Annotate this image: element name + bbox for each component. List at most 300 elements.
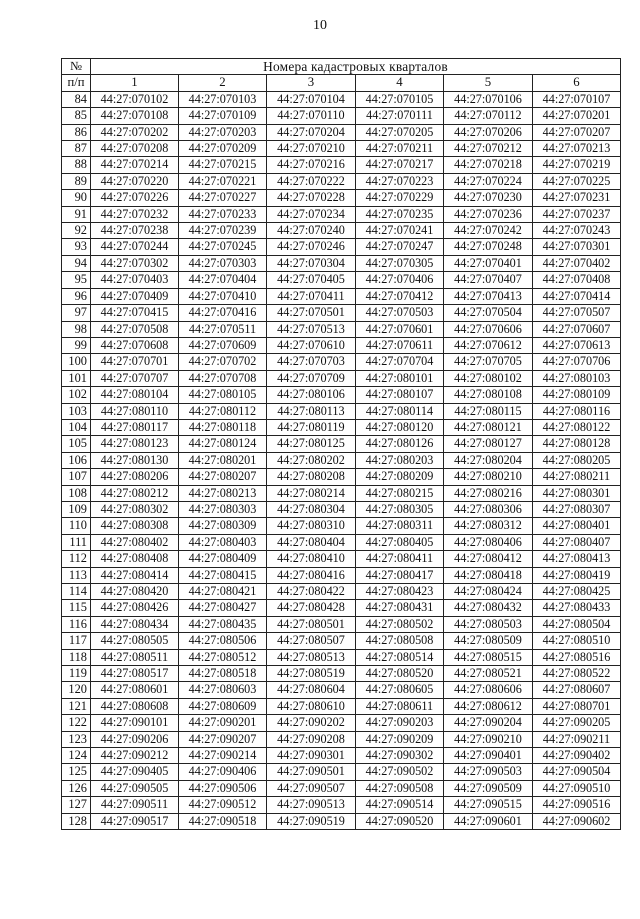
column-number: 1: [91, 75, 179, 91]
table-row: [62, 469, 621, 485]
cadastral-number-cell: 44:27:090513: [267, 797, 356, 813]
cadastral-number-cell: 44:27:070401: [444, 255, 533, 271]
cadastral-number-cell: 44:27:070228: [267, 190, 356, 206]
table-row: [62, 748, 621, 764]
cadastral-number-cell: 44:27:080407: [533, 534, 621, 550]
cadastral-number-cell: 44:27:080108: [444, 387, 533, 403]
cadastral-number-cell: 44:27:070208: [91, 141, 179, 157]
cadastral-number-cell: 44:27:070409: [91, 288, 179, 304]
cadastral-number-cell: 44:27:070503: [356, 305, 444, 321]
cadastral-number-cell: 44:27:080204: [444, 452, 533, 468]
column-number: 5: [444, 75, 533, 91]
cadastral-number-cell: 44:27:070305: [356, 255, 444, 271]
cadastral-number-cell: 44:27:070403: [91, 272, 179, 288]
row-number: 103: [62, 403, 91, 419]
cadastral-number-cell: 44:27:080303: [179, 501, 267, 517]
row-number: 127: [62, 797, 91, 813]
cadastral-number-cell: 44:27:070237: [533, 206, 621, 222]
row-number: 90: [62, 190, 91, 206]
cadastral-number-cell: 44:27:080214: [267, 485, 356, 501]
cadastral-number-cell: 44:27:070413: [444, 288, 533, 304]
cadastral-number-cell: 44:27:090520: [356, 813, 444, 829]
cadastral-number-cell: 44:27:080127: [444, 436, 533, 452]
cadastral-number-cell: 44:27:070301: [533, 239, 621, 255]
table-row: [62, 239, 621, 255]
row-number: 88: [62, 157, 91, 173]
cadastral-number-cell: 44:27:070402: [533, 255, 621, 271]
cadastral-number-cell: 44:27:070102: [91, 91, 179, 107]
cadastral-number-cell: 44:27:080411: [356, 551, 444, 567]
header-row-index-label: п/п: [62, 75, 91, 91]
table-row: [62, 354, 621, 370]
cadastral-number-cell: 44:27:070222: [267, 173, 356, 189]
cadastral-number-cell: 44:27:080508: [356, 633, 444, 649]
cadastral-number-cell: 44:27:070709: [267, 370, 356, 386]
table-row: [62, 567, 621, 583]
cadastral-number-cell: 44:27:090508: [356, 780, 444, 796]
cadastral-number-cell: 44:27:070236: [444, 206, 533, 222]
table-row: [62, 370, 621, 386]
cadastral-number-cell: 44:27:080201: [179, 452, 267, 468]
cadastral-number-cell: 44:27:080510: [533, 633, 621, 649]
cadastral-number-cell: 44:27:070103: [179, 91, 267, 107]
table-row: [62, 91, 621, 107]
cadastral-number-cell: 44:27:070702: [179, 354, 267, 370]
row-number: 84: [62, 91, 91, 107]
cadastral-number-cell: 44:27:070706: [533, 354, 621, 370]
column-number: 2: [179, 75, 267, 91]
cadastral-number-cell: 44:27:090204: [444, 715, 533, 731]
cadastral-number-cell: 44:27:090503: [444, 764, 533, 780]
cadastral-number-cell: 44:27:070411: [267, 288, 356, 304]
column-number: 3: [267, 75, 356, 91]
cadastral-number-cell: 44:27:080116: [533, 403, 621, 419]
cadastral-number-cell: 44:27:080302: [91, 501, 179, 517]
table-row: [62, 157, 621, 173]
cadastral-number-cell: 44:27:070610: [267, 337, 356, 353]
cadastral-number-cell: 44:27:080210: [444, 469, 533, 485]
row-number: 120: [62, 682, 91, 698]
table-row: [62, 764, 621, 780]
cadastral-number-cell: 44:27:080423: [356, 584, 444, 600]
row-number: 124: [62, 748, 91, 764]
cadastral-number-cell: 44:27:070201: [533, 108, 621, 124]
cadastral-number-cell: 44:27:080509: [444, 633, 533, 649]
cadastral-number-cell: 44:27:080117: [91, 419, 179, 435]
cadastral-number-cell: 44:27:080420: [91, 584, 179, 600]
table-header: [62, 59, 621, 92]
cadastral-number-cell: 44:27:080414: [91, 567, 179, 583]
cadastral-number-cell: 44:27:080408: [91, 551, 179, 567]
table-row: [62, 715, 621, 731]
cadastral-number-cell: 44:27:070220: [91, 173, 179, 189]
cadastral-number-cell: 44:27:070708: [179, 370, 267, 386]
cadastral-number-cell: 44:27:070248: [444, 239, 533, 255]
cadastral-number-cell: 44:27:070205: [356, 124, 444, 140]
cadastral-number-cell: 44:27:070203: [179, 124, 267, 140]
cadastral-number-cell: 44:27:070217: [356, 157, 444, 173]
cadastral-number-cell: 44:27:070501: [267, 305, 356, 321]
cadastral-number-cell: 44:27:080612: [444, 698, 533, 714]
row-number: 111: [62, 534, 91, 550]
cadastral-number-cell: 44:27:080419: [533, 567, 621, 583]
cadastral-number-cell: 44:27:070508: [91, 321, 179, 337]
cadastral-number-cell: 44:27:070207: [533, 124, 621, 140]
column-number: 4: [356, 75, 444, 91]
row-number: 115: [62, 600, 91, 616]
cadastral-number-cell: 44:27:090205: [533, 715, 621, 731]
cadastral-number-cell: 44:27:090516: [533, 797, 621, 813]
cadastral-number-cell: 44:27:080425: [533, 584, 621, 600]
row-number: 95: [62, 272, 91, 288]
cadastral-number-cell: 44:27:070216: [267, 157, 356, 173]
cadastral-number-cell: 44:27:070705: [444, 354, 533, 370]
cadastral-number-cell: 44:27:070227: [179, 190, 267, 206]
cadastral-number-cell: 44:27:080130: [91, 452, 179, 468]
cadastral-number-cell: 44:27:080206: [91, 469, 179, 485]
table-row: [62, 731, 621, 747]
table-row: [62, 600, 621, 616]
cadastral-number-cell: 44:27:080517: [91, 666, 179, 682]
table-row: [62, 272, 621, 288]
cadastral-number-cell: 44:27:090406: [179, 764, 267, 780]
cadastral-number-cell: 44:27:090502: [356, 764, 444, 780]
cadastral-number-cell: 44:27:080603: [179, 682, 267, 698]
cadastral-number-cell: 44:27:070415: [91, 305, 179, 321]
cadastral-number-cell: 44:27:070214: [91, 157, 179, 173]
cadastral-number-cell: 44:27:080610: [267, 698, 356, 714]
cadastral-number-cell: 44:27:070111: [356, 108, 444, 124]
cadastral-number-cell: 44:27:080101: [356, 370, 444, 386]
cadastral-number-cell: 44:27:070109: [179, 108, 267, 124]
cadastral-number-cell: 44:27:080102: [444, 370, 533, 386]
cadastral-number-cell: 44:27:080434: [91, 616, 179, 632]
row-number: 123: [62, 731, 91, 747]
cadastral-number-cell: 44:27:070243: [533, 223, 621, 239]
cadastral-number-cell: 44:27:080122: [533, 419, 621, 435]
cadastral-number-cell: 44:27:090512: [179, 797, 267, 813]
table-row: [62, 518, 621, 534]
table-row: [62, 813, 621, 829]
cadastral-number-cell: 44:27:080504: [533, 616, 621, 632]
row-number: 85: [62, 108, 91, 124]
cadastral-number-cell: 44:27:070511: [179, 321, 267, 337]
cadastral-number-cell: 44:27:070404: [179, 272, 267, 288]
cadastral-number-cell: 44:27:080701: [533, 698, 621, 714]
row-number: 121: [62, 698, 91, 714]
row-number: 99: [62, 337, 91, 353]
cadastral-number-cell: 44:27:080123: [91, 436, 179, 452]
row-number: 98: [62, 321, 91, 337]
page-number: 10: [313, 18, 327, 33]
row-number: 114: [62, 584, 91, 600]
table-row: [62, 485, 621, 501]
table-row: [62, 616, 621, 632]
cadastral-number-cell: 44:27:080432: [444, 600, 533, 616]
cadastral-number-cell: 44:27:080301: [533, 485, 621, 501]
cadastral-number-cell: 44:27:080110: [91, 403, 179, 419]
cadastral-number-cell: 44:27:070105: [356, 91, 444, 107]
cadastral-number-cell: 44:27:070701: [91, 354, 179, 370]
cadastral-number-cell: 44:27:080311: [356, 518, 444, 534]
table-body: [62, 91, 621, 829]
cadastral-number-cell: 44:27:070108: [91, 108, 179, 124]
cadastral-number-cell: 44:27:090302: [356, 748, 444, 764]
cadastral-number-cell: 44:27:070106: [444, 91, 533, 107]
table-row: [62, 780, 621, 796]
table-row: [62, 452, 621, 468]
header-row-title: [62, 59, 621, 75]
cadastral-number-cell: 44:27:090602: [533, 813, 621, 829]
row-number: 105: [62, 436, 91, 452]
cadastral-number-cell: 44:27:070110: [267, 108, 356, 124]
cadastral-number-cell: 44:27:080418: [444, 567, 533, 583]
cadastral-number-cell: 44:27:080103: [533, 370, 621, 386]
cadastral-quarters-table: [61, 58, 621, 830]
cadastral-number-cell: 44:27:070240: [267, 223, 356, 239]
cadastral-number-cell: 44:27:080205: [533, 452, 621, 468]
cadastral-number-cell: 44:27:070241: [356, 223, 444, 239]
table-row: [62, 797, 621, 813]
cadastral-number-cell: 44:27:090207: [179, 731, 267, 747]
cadastral-number-cell: 44:27:070233: [179, 206, 267, 222]
cadastral-number-cell: 44:27:080121: [444, 419, 533, 435]
cadastral-number-cell: 44:27:080601: [91, 682, 179, 698]
cadastral-number-cell: 44:27:090507: [267, 780, 356, 796]
cadastral-number-cell: 44:27:070407: [444, 272, 533, 288]
cadastral-number-cell: 44:27:090208: [267, 731, 356, 747]
table-row: [62, 255, 621, 271]
cadastral-number-cell: 44:27:080607: [533, 682, 621, 698]
row-number: 89: [62, 173, 91, 189]
cadastral-number-cell: 44:27:080502: [356, 616, 444, 632]
cadastral-number-cell: 44:27:070513: [267, 321, 356, 337]
cadastral-number-cell: 44:27:080307: [533, 501, 621, 517]
cadastral-number-cell: 44:27:070416: [179, 305, 267, 321]
cadastral-number-cell: 44:27:080513: [267, 649, 356, 665]
cadastral-number-cell: 44:27:080519: [267, 666, 356, 682]
row-number: 91: [62, 206, 91, 222]
table-row: [62, 288, 621, 304]
cadastral-number-cell: 44:27:090519: [267, 813, 356, 829]
cadastral-number-cell: 44:27:080435: [179, 616, 267, 632]
cadastral-number-cell: 44:27:070242: [444, 223, 533, 239]
row-number: 86: [62, 124, 91, 140]
table-row: [62, 649, 621, 665]
row-number: 108: [62, 485, 91, 501]
cadastral-number-cell: 44:27:070244: [91, 239, 179, 255]
cadastral-number-cell: 44:27:090202: [267, 715, 356, 731]
cadastral-number-cell: 44:27:070209: [179, 141, 267, 157]
cadastral-number-cell: 44:27:070704: [356, 354, 444, 370]
cadastral-number-cell: 44:27:080428: [267, 600, 356, 616]
cadastral-number-cell: 44:27:080424: [444, 584, 533, 600]
cadastral-number-cell: 44:27:070245: [179, 239, 267, 255]
cadastral-number-cell: 44:27:090211: [533, 731, 621, 747]
cadastral-number-cell: 44:27:080216: [444, 485, 533, 501]
table-row: [62, 403, 621, 419]
cadastral-number-cell: 44:27:080604: [267, 682, 356, 698]
cadastral-number-cell: 44:27:070613: [533, 337, 621, 353]
cadastral-number-cell: 44:27:070206: [444, 124, 533, 140]
row-number: 106: [62, 452, 91, 468]
cadastral-number-cell: 44:27:080312: [444, 518, 533, 534]
cadastral-number-cell: 44:27:070412: [356, 288, 444, 304]
cadastral-number-cell: 44:27:070104: [267, 91, 356, 107]
cadastral-number-cell: 44:27:080114: [356, 403, 444, 419]
cadastral-number-cell: 44:27:070303: [179, 255, 267, 271]
cadastral-number-cell: 44:27:080207: [179, 469, 267, 485]
column-number: 6: [533, 75, 621, 91]
cadastral-number-cell: 44:27:070229: [356, 190, 444, 206]
cadastral-number-cell: 44:27:080514: [356, 649, 444, 665]
cadastral-number-cell: 44:27:070211: [356, 141, 444, 157]
cadastral-number-cell: 44:27:080412: [444, 551, 533, 567]
cadastral-number-cell: 44:27:080305: [356, 501, 444, 517]
row-number: 87: [62, 141, 91, 157]
row-number: 125: [62, 764, 91, 780]
cadastral-number-cell: 44:27:070246: [267, 239, 356, 255]
cadastral-number-cell: 44:27:090209: [356, 731, 444, 747]
cadastral-number-cell: 44:27:070112: [444, 108, 533, 124]
cadastral-number-cell: 44:27:070210: [267, 141, 356, 157]
cadastral-number-cell: 44:27:080404: [267, 534, 356, 550]
cadastral-number-cell: 44:27:070247: [356, 239, 444, 255]
table-row: [62, 534, 621, 550]
cadastral-number-cell: 44:27:080213: [179, 485, 267, 501]
cadastral-number-cell: 44:27:070304: [267, 255, 356, 271]
cadastral-number-cell: 44:27:080406: [444, 534, 533, 550]
row-number: 110: [62, 518, 91, 534]
cadastral-number-cell: 44:27:090201: [179, 715, 267, 731]
cadastral-number-cell: 44:27:080503: [444, 616, 533, 632]
cadastral-number-cell: 44:27:070405: [267, 272, 356, 288]
table-row: [62, 206, 621, 222]
cadastral-number-cell: 44:27:090506: [179, 780, 267, 796]
cadastral-number-cell: 44:27:070226: [91, 190, 179, 206]
cadastral-number-cell: 44:27:070215: [179, 157, 267, 173]
table-row: [62, 321, 621, 337]
row-number: 104: [62, 419, 91, 435]
cadastral-number-cell: 44:27:070218: [444, 157, 533, 173]
row-number: 92: [62, 223, 91, 239]
row-number: 116: [62, 616, 91, 632]
cadastral-number-cell: 44:27:070612: [444, 337, 533, 353]
cadastral-number-cell: 44:27:080112: [179, 403, 267, 419]
cadastral-number-cell: 44:27:080109: [533, 387, 621, 403]
cadastral-number-cell: 44:27:080433: [533, 600, 621, 616]
cadastral-number-cell: 44:27:080402: [91, 534, 179, 550]
cadastral-number-cell: 44:27:070238: [91, 223, 179, 239]
cadastral-number-cell: 44:27:070204: [267, 124, 356, 140]
cadastral-number-cell: 44:27:090514: [356, 797, 444, 813]
cadastral-number-cell: 44:27:080410: [267, 551, 356, 567]
row-number: 122: [62, 715, 91, 731]
cadastral-number-cell: 44:27:080403: [179, 534, 267, 550]
cadastral-number-cell: 44:27:090515: [444, 797, 533, 813]
table-row: [62, 337, 621, 353]
table-row: [62, 666, 621, 682]
cadastral-number-cell: 44:27:080310: [267, 518, 356, 534]
row-number: 94: [62, 255, 91, 271]
cadastral-number-cell: 44:27:070225: [533, 173, 621, 189]
cadastral-number-cell: 44:27:070230: [444, 190, 533, 206]
row-number: 119: [62, 666, 91, 682]
cadastral-number-cell: 44:27:080608: [91, 698, 179, 714]
table-row: [62, 387, 621, 403]
header-row-columns: [62, 75, 621, 91]
cadastral-number-cell: 44:27:080521: [444, 666, 533, 682]
cadastral-number-cell: 44:27:090509: [444, 780, 533, 796]
cadastral-number-cell: 44:27:070232: [91, 206, 179, 222]
cadastral-number-cell: 44:27:090203: [356, 715, 444, 731]
cadastral-number-cell: 44:27:080212: [91, 485, 179, 501]
cadastral-number-cell: 44:27:080413: [533, 551, 621, 567]
table-row: [62, 124, 621, 140]
cadastral-number-cell: 44:27:070609: [179, 337, 267, 353]
cadastral-number-cell: 44:27:090101: [91, 715, 179, 731]
cadastral-number-cell: 44:27:080506: [179, 633, 267, 649]
cadastral-number-cell: 44:27:090212: [91, 748, 179, 764]
cadastral-number-cell: 44:27:080202: [267, 452, 356, 468]
cadastral-number-cell: 44:27:080120: [356, 419, 444, 435]
cadastral-number-cell: 44:27:080203: [356, 452, 444, 468]
table-row: [62, 190, 621, 206]
cadastral-number-cell: 44:27:080104: [91, 387, 179, 403]
cadastral-number-cell: 44:27:080405: [356, 534, 444, 550]
cadastral-number-cell: 44:27:080126: [356, 436, 444, 452]
cadastral-number-cell: 44:27:090510: [533, 780, 621, 796]
row-number: 96: [62, 288, 91, 304]
row-number: 102: [62, 387, 91, 403]
cadastral-number-cell: 44:27:070611: [356, 337, 444, 353]
cadastral-number-cell: 44:27:070601: [356, 321, 444, 337]
table-row: [62, 682, 621, 698]
cadastral-number-cell: 44:27:080512: [179, 649, 267, 665]
cadastral-number-cell: 44:27:090601: [444, 813, 533, 829]
cadastral-number-cell: 44:27:080611: [356, 698, 444, 714]
table-row: [62, 141, 621, 157]
cadastral-number-cell: 44:27:080511: [91, 649, 179, 665]
cadastral-number-cell: 44:27:070213: [533, 141, 621, 157]
cadastral-number-cell: 44:27:090401: [444, 748, 533, 764]
cadastral-number-cell: 44:27:080105: [179, 387, 267, 403]
cadastral-number-cell: 44:27:080422: [267, 584, 356, 600]
table-row: [62, 436, 621, 452]
cadastral-number-cell: 44:27:080609: [179, 698, 267, 714]
row-number: 117: [62, 633, 91, 649]
cadastral-number-cell: 44:27:080124: [179, 436, 267, 452]
row-number: 128: [62, 813, 91, 829]
row-number: 107: [62, 469, 91, 485]
cadastral-number-cell: 44:27:090505: [91, 780, 179, 796]
cadastral-number-cell: 44:27:080516: [533, 649, 621, 665]
cadastral-number-cell: 44:27:080507: [267, 633, 356, 649]
cadastral-number-cell: 44:27:080306: [444, 501, 533, 517]
cadastral-number-cell: 44:27:070414: [533, 288, 621, 304]
cadastral-number-cell: 44:27:070107: [533, 91, 621, 107]
cadastral-number-cell: 44:27:090405: [91, 764, 179, 780]
row-number: 112: [62, 551, 91, 567]
cadastral-number-cell: 44:27:090210: [444, 731, 533, 747]
cadastral-number-cell: 44:27:090501: [267, 764, 356, 780]
cadastral-number-cell: 44:27:090504: [533, 764, 621, 780]
cadastral-number-cell: 44:27:080125: [267, 436, 356, 452]
cadastral-number-cell: 44:27:070703: [267, 354, 356, 370]
cadastral-number-cell: 44:27:080215: [356, 485, 444, 501]
cadastral-number-cell: 44:27:080113: [267, 403, 356, 419]
cadastral-number-cell: 44:27:090301: [267, 748, 356, 764]
